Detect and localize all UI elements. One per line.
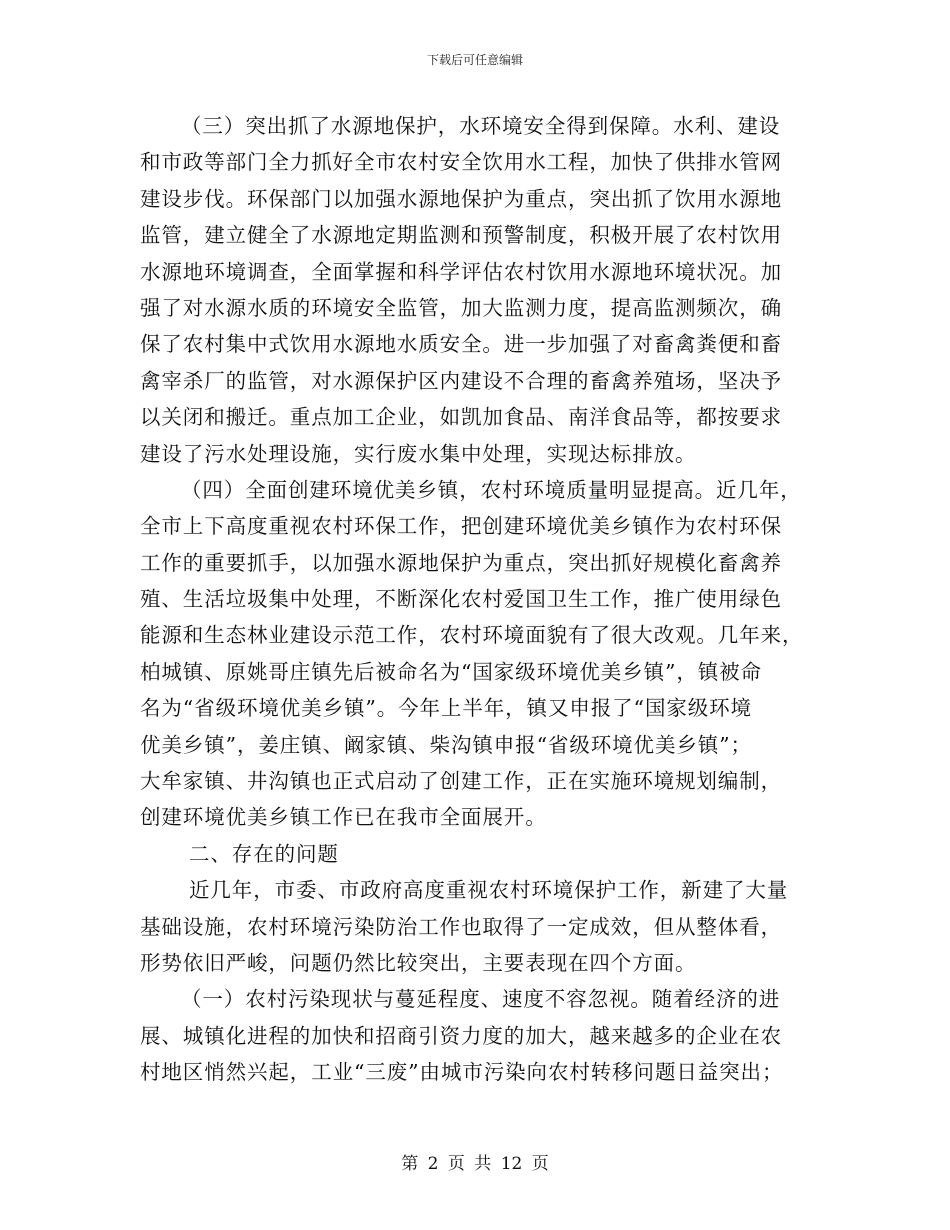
current-page-number: 2 (427, 1154, 439, 1174)
paragraph-line: 创建环境优美乡镇工作已在我市全面展开。 (140, 805, 547, 830)
paragraph-line: 以关闭和搬迁。重点加工企业，如凯加食品、南洋食品等，都按要求 (140, 405, 782, 430)
paragraph-line: 名为“省级环境优美乡镇”。今年上半年，镇又申报了“国家级环境 (140, 696, 752, 721)
document-body (140, 108, 806, 1091)
paragraph-line: 展、城镇化进程的加快和招商引资力度的加大，越来越多的企业在农 (140, 1023, 782, 1048)
paragraph-line: （三）突出抓了水源地保护，水环境安全得到保障。水利、建设 (181, 114, 781, 138)
paragraph-line: （一）农村污染现状与蔓延程度、速度不容忽视。随着经济的进 (181, 987, 781, 1012)
paragraph-line: 近几年，市委、市政府高度重视农村环境保护工作，新建了大量 (189, 878, 789, 903)
total-label: 共 (474, 1154, 492, 1174)
paragraph-line: 保了农村集中式饮用水源地水质安全。进一步加强了对畜禽粪便和畜 (140, 332, 782, 357)
paragraph-line: （四）全面创建环境优美乡镇，农村环境质量明显提高。近几年， (181, 477, 802, 502)
paragraph-line: 优美乡镇”，姜庄镇、阚家镇、柴沟镇申报“省级环境优美乡镇”； (140, 732, 752, 757)
paragraph-line: 全市上下高度重视农村环保工作，把创建环境优美乡镇作为农村环保 (140, 514, 782, 539)
total-page-count: 12 (500, 1154, 523, 1174)
paragraph-line: 建设步伐。环保部门以加强水源地保护为重点，突出抓了饮用水源地 (140, 186, 782, 211)
section-heading: 二、存在的问题 (189, 841, 339, 866)
paragraph-line: 殖、生活垃圾集中处理，不断深化农村爱国卫生工作，推广使用绿色 (140, 587, 782, 612)
paragraph-line: 形势依旧严峻，问题仍然比较突出，主要表现在四个方面。 (140, 950, 697, 975)
page-label-prefix: 第 (401, 1154, 419, 1174)
page-header-note: 下载后可任意编辑 (426, 53, 523, 67)
page-label: 页 (447, 1154, 465, 1174)
paragraph-line: 监管，建立健全了水源地定期监测和预警制度，积极开展了农村饮用 (140, 223, 782, 248)
paragraph-line: 大牟家镇、井沟镇也正式启动了创建工作，正在实施环境规划编制， (140, 769, 782, 794)
paragraph-line: 工作的重要抓手，以加强水源地保护为重点，突出抓好规模化畜禽养 (140, 550, 782, 575)
page-number-footer (0, 1152, 950, 1176)
paragraph-line: 基础设施，农村环境污染防治工作也取得了一定成效，但从整体看， (140, 914, 782, 939)
paragraph-line: 建设了污水处理设施，实行废水集中处理，实现达标排放。 (140, 441, 697, 466)
paragraph-line: 和市政等部门全力抓好全市农村安全饮用水工程，加快了供排水管网 (140, 150, 782, 175)
paragraph-line: 水源地环境调查，全面掌握和科学评估农村饮用水源地环境状况。加 (140, 259, 782, 284)
paragraph-line: 柏城镇、原姚哥庄镇先后被命名为“国家级环境优美乡镇”，镇被命 (140, 659, 762, 684)
paragraph-line: 强了对水源水质的环境安全监管，加大监测力度，提高监测频次，确 (140, 295, 782, 320)
page-label-suffix: 页 (531, 1154, 549, 1174)
paragraph-line: 能源和生态林业建设示范工作，农村环境面貌有了很大改观。几年来， (140, 623, 804, 648)
paragraph-line: 村地区悄然兴起，工业“三废”由城市污染向农村转移问题日益突出； (140, 1060, 784, 1085)
paragraph-line: 禽宰杀厂的监管，对水源保护区内建设不合理的畜禽养殖场，坚决予 (140, 368, 782, 393)
